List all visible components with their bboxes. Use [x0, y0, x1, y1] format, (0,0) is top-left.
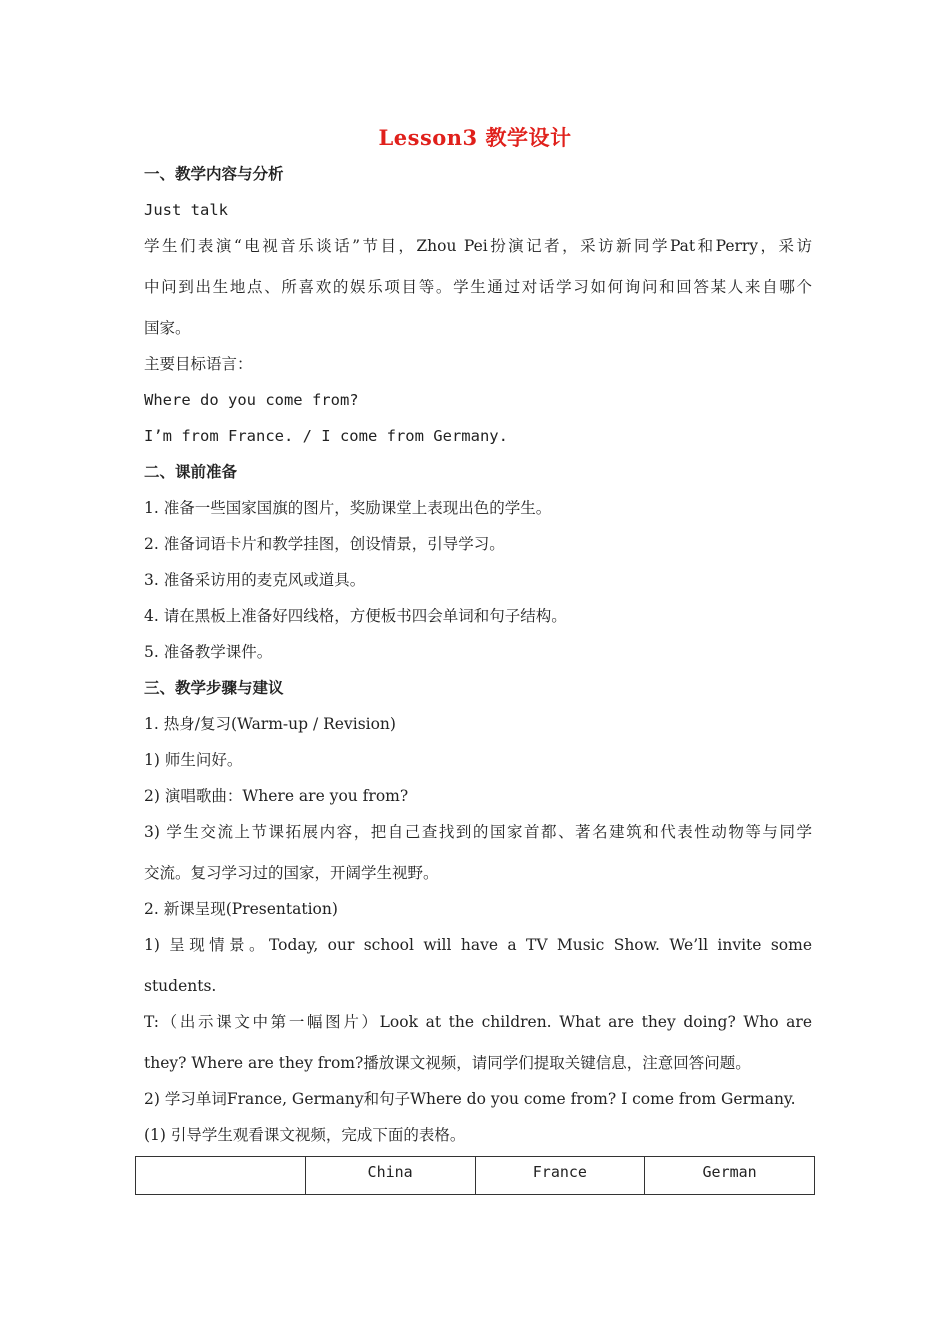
list-item: 4. 请在黑板上准备好四线格，方便板书四会单词和句子结构。 [144, 607, 567, 625]
step-item: 2) 学习单词France, Germany和句子Where do you come from? I come from Germany. [144, 1090, 796, 1108]
target-sentence: I’m from France. / I come from Germany. [144, 427, 508, 445]
target-language-label: 主要目标语言： [144, 355, 253, 373]
table-row [136, 1157, 815, 1195]
step-item: they? Where are they from?播放课文视频，请同学们提取关键信息，注意回答问题。 [144, 1054, 751, 1072]
section-heading-steps: 三、教学步骤与建议 [144, 679, 284, 697]
paragraph-line: 中问到出生地点、所喜欢的娱乐项目等。学生通过对话学习如何询问和回答某人来自哪个 [144, 278, 812, 296]
list-item: 3. 准备采访用的麦克风或道具。 [144, 571, 366, 589]
step-item: 1) 师生问好。 [144, 751, 243, 769]
step-item: 3) 学生交流上节课拓展内容，把自己查找到的国家首都、著名建筑和代表性动物等与同学 [144, 823, 812, 841]
list-item: 2. 准备词语卡片和教学挂图，创设情景，引导学习。 [144, 535, 505, 553]
table-cell: France [475, 1157, 645, 1195]
step-item: T:（出示课文中第一幅图片）Look at the children. What are they doing? Who are [144, 1013, 812, 1031]
section-heading-preparation: 二、课前准备 [144, 463, 238, 481]
page-title: Lesson3 教学设计 [378, 125, 572, 150]
step-item: students. [144, 977, 217, 995]
list-item: 5. 准备教学课件。 [144, 643, 273, 661]
step-item: 交流。复习学习过的国家，开阔学生视野。 [144, 864, 439, 882]
paragraph-line: 学生们表演“电视音乐谈话”节目，Zhou Pei扮演记者，采访新同学Pat和Perry，采访 [144, 237, 812, 255]
step-item: (1) 引导学生观看课文视频，完成下面的表格。 [144, 1126, 466, 1144]
target-sentence: Where do you come from? [144, 391, 359, 409]
step-heading: 1. 热身/复习(Warm-up / Revision) [144, 715, 396, 733]
table-cell: German [645, 1157, 815, 1195]
step-item: 2) 演唱歌曲：Where are you from? [144, 787, 409, 805]
table-cell: China [305, 1157, 475, 1195]
list-item: 1. 准备一些国家国旗的图片，奖励课堂上表现出色的学生。 [144, 499, 552, 517]
step-item: 1) 呈现情景。Today, our school will have a TV Music Show. We’ll invite some [144, 936, 812, 954]
step-heading: 2. 新课呈现(Presentation) [144, 900, 338, 918]
table-cell [136, 1157, 306, 1195]
country-table [135, 1156, 815, 1195]
section-heading-content: 一、教学内容与分析 [144, 165, 284, 183]
subheading-just-talk: Just talk [144, 201, 228, 219]
paragraph-line: 国家。 [144, 319, 191, 337]
